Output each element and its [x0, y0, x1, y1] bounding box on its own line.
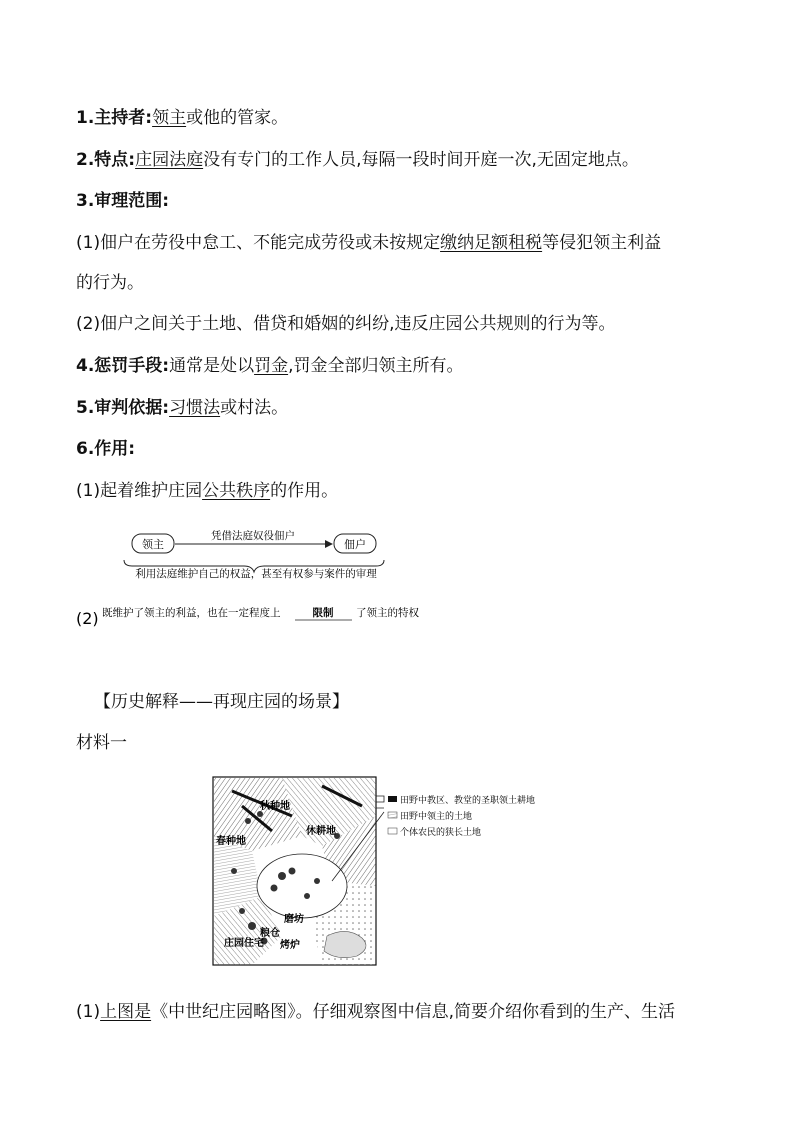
item-role: [76, 437, 135, 461]
map-label-granary: 粮仓: [260, 928, 280, 939]
item-feature: [76, 148, 639, 172]
conclusion-fill: 限制: [312, 607, 334, 619]
question-1: [76, 1000, 675, 1024]
map-image: [213, 777, 384, 965]
lord-label: 领主: [142, 538, 164, 551]
item-punishment-a: 通常是处以: [169, 356, 255, 376]
item-role-label: 6.作用:: [76, 439, 136, 459]
role-point-1-rest: 的作用。: [270, 481, 339, 501]
item-host-label: 1.主持者:: [76, 108, 153, 128]
map-label-spring: 春种地: [216, 836, 246, 847]
section-heading: 【历史解释——再现庄园的场景】: [94, 692, 349, 712]
item-basis-rest: 或村法。: [220, 398, 289, 418]
map-label-autumn: 秋种地: [260, 801, 290, 812]
item-feature-rest: 没有专门的工作人员,每隔一段时间开庭一次,无固定地点。: [203, 150, 639, 170]
question-1-prefix: (1): [76, 1002, 101, 1022]
scope-point-1: [76, 231, 661, 255]
map-label-mill: 磨坊: [284, 914, 304, 925]
brace-caption: 利用法庭维护自己的权益，甚至有权参与案件的审理: [135, 568, 377, 580]
arrow-caption: 凭借法庭奴役佃户: [211, 530, 295, 542]
item-basis-label: 5.审判依据:: [76, 398, 170, 418]
role-point-1-a: (1)起着维护庄园: [76, 481, 203, 501]
question-1-rest: 《中世纪庄园略图》。仔细观察图中信息,简要介绍你看到的生产、生活: [151, 1002, 675, 1022]
map-label-manor: 庄园住宅: [224, 938, 264, 949]
role-point-1: [76, 479, 338, 503]
item-host-answer: 领主: [152, 108, 187, 128]
legend-swatch-peasant: [388, 828, 397, 834]
material-label: 材料一: [76, 733, 127, 753]
legend-text-church: 田野中教区、教堂的圣职领土耕地: [400, 796, 536, 806]
item-scope-label: 3.审理范围:: [76, 191, 170, 211]
item-basis: [76, 396, 288, 420]
item-host: [76, 106, 288, 130]
legend-swatch-church: [388, 796, 397, 802]
scope-point-1-b: 等侵犯领主利益: [542, 233, 662, 253]
role-point-1-answer: 公共秩序: [202, 481, 271, 501]
item-scope: [76, 189, 169, 213]
map-label-fallow: 休耕地: [306, 826, 336, 837]
item-host-rest: 或他的管家。: [186, 108, 289, 128]
scope-point-1-cont: 的行为。: [76, 273, 144, 293]
map-legend: [388, 794, 535, 838]
role-point-2-prefix: (2): [76, 609, 99, 628]
item-punishment-label: 4.惩罚手段:: [76, 356, 170, 376]
tenant-label: 佃户: [344, 538, 366, 551]
item-punishment-rest: ,罚金全部归领主所有。: [288, 356, 464, 376]
legend-swatch-lord: [388, 812, 397, 818]
item-punishment-answer: 罚金: [254, 356, 289, 376]
legend-text-lord: 田野中领主的土地: [400, 812, 473, 822]
item-basis-answer: 习惯法: [169, 398, 221, 418]
item-feature-answer: 庄园法庭: [135, 150, 204, 170]
legend-text-peasant: 个体农民的狭长土地: [400, 828, 482, 838]
conclusion-b: 了领主的特权: [356, 607, 419, 619]
scope-point-2: (2)佃户之间关于土地、借贷和婚姻的纠纷,违反庄园公共规则的行为等。: [76, 314, 616, 334]
scope-point-1-a: (1)佃户在劳役中怠工、不能完成劳役或未按规定: [76, 233, 441, 253]
item-feature-label: 2.特点:: [76, 150, 136, 170]
conclusion-a: 既维护了领主的利益，也在一定程度上: [102, 607, 281, 619]
question-1-underlined: 上图是: [100, 1002, 152, 1022]
lord-tenant-diagram: [76, 522, 496, 632]
manor-map-figure: [212, 776, 536, 968]
item-punishment: [76, 354, 464, 378]
scope-point-1-answer: 缴纳足额租税: [440, 233, 543, 253]
map-label-oven: 烤炉: [280, 940, 300, 951]
